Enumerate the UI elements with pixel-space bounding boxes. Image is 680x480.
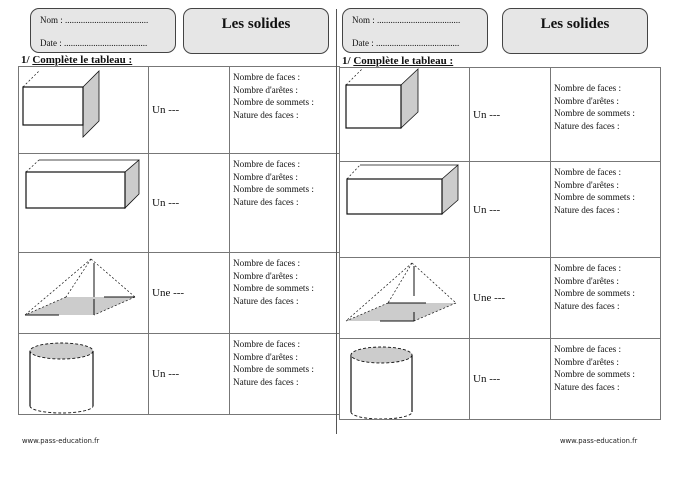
- faces-label: Nombre de faces :: [554, 83, 622, 93]
- faces-label: Nombre de faces :: [554, 167, 622, 177]
- solid-name: Une ---: [152, 287, 185, 299]
- figure-cell: [19, 253, 149, 334]
- name-field[interactable]: Nom : .....................................: [40, 15, 149, 25]
- solids-table: [18, 66, 340, 415]
- table-row: [340, 258, 661, 339]
- vertices-label: Nombre de sommets :: [233, 283, 314, 294]
- properties-cell[interactable]: [230, 67, 340, 154]
- figure-cell: [19, 334, 149, 415]
- pyramid-icon: [19, 253, 148, 333]
- footer-website[interactable]: www.pass-education.fr: [22, 437, 100, 445]
- figure-cell: [340, 68, 470, 162]
- edges-label: Nombre d'arêtes :: [554, 275, 619, 286]
- pyramid-icon: [340, 258, 469, 338]
- figure-cell: [19, 67, 149, 154]
- solid-name-cell[interactable]: [149, 253, 230, 334]
- solid-name: Un ---: [152, 104, 180, 116]
- face-nature-label: Nature des faces :: [233, 376, 299, 387]
- face-nature-label: Nature des faces :: [554, 120, 620, 131]
- vertices-label: Nombre de sommets :: [233, 364, 314, 375]
- properties-cell[interactable]: [230, 253, 340, 334]
- faces-label: Nombre de faces :: [233, 258, 301, 268]
- figure-cell: [340, 339, 470, 420]
- title-box: [502, 8, 648, 54]
- face-nature-label: Nature des faces :: [554, 300, 620, 311]
- date-field[interactable]: Date : .....................................: [352, 38, 460, 48]
- worksheet-right: [339, 0, 679, 445]
- edges-label: Nombre d'arêtes :: [233, 84, 298, 95]
- solid-name: Un ---: [152, 197, 180, 209]
- faces-label: Nombre de faces :: [554, 344, 622, 354]
- page-divider: [336, 9, 337, 434]
- face-nature-label: Nature des faces :: [554, 381, 620, 392]
- cuboid-icon: [340, 162, 469, 257]
- faces-label: Nombre de faces :: [233, 339, 301, 349]
- properties-cell[interactable]: [551, 258, 661, 339]
- faces-label: Nombre de faces :: [233, 159, 301, 169]
- footer-website[interactable]: www.pass-education.fr: [560, 437, 638, 445]
- date-field[interactable]: Date : .....................................: [40, 38, 148, 48]
- edges-label: Nombre d'arêtes :: [233, 171, 298, 182]
- edges-label: Nombre d'arêtes :: [554, 356, 619, 367]
- edges-label: Nombre d'arêtes :: [554, 95, 619, 106]
- table-row: [19, 154, 340, 253]
- properties-cell[interactable]: [551, 162, 661, 258]
- vertices-label: Nombre de sommets :: [233, 97, 314, 108]
- solid-name-cell[interactable]: [149, 154, 230, 253]
- title-box: [183, 8, 329, 54]
- table-row: [340, 339, 661, 420]
- edges-label: Nombre d'arêtes :: [233, 351, 298, 362]
- table-row: [19, 67, 340, 154]
- page-title: Les solides: [540, 16, 610, 32]
- solids-table: [339, 67, 661, 420]
- vertices-label: Nombre de sommets :: [233, 184, 314, 195]
- instruction-number: 1/: [21, 54, 33, 66]
- table-row: [19, 334, 340, 415]
- solid-name-cell[interactable]: [470, 258, 551, 339]
- instruction-text: Complète le tableau :: [32, 54, 133, 66]
- student-info-box: [342, 8, 488, 53]
- faces-label: Nombre de faces :: [233, 72, 301, 82]
- worksheet-left: [0, 0, 340, 445]
- table-row: [340, 162, 661, 258]
- face-nature-label: Nature des faces :: [233, 109, 299, 120]
- cube-icon: [19, 67, 148, 153]
- student-info-box: [30, 8, 176, 53]
- vertices-label: Nombre de sommets :: [554, 369, 635, 380]
- name-field[interactable]: Nom : .....................................: [352, 15, 461, 25]
- edges-label: Nombre d'arêtes :: [554, 179, 619, 190]
- properties-cell[interactable]: [551, 339, 661, 420]
- solid-name-cell[interactable]: [149, 67, 230, 154]
- solid-name-cell[interactable]: [470, 162, 551, 258]
- cylinder-icon: [19, 334, 148, 414]
- faces-label: Nombre de faces :: [554, 263, 622, 273]
- face-nature-label: Nature des faces :: [233, 295, 299, 306]
- solid-name-cell[interactable]: [149, 334, 230, 415]
- face-nature-label: Nature des faces :: [554, 204, 620, 215]
- solid-name: Un ---: [152, 368, 180, 380]
- properties-cell[interactable]: [551, 68, 661, 162]
- solid-name-cell[interactable]: [470, 339, 551, 420]
- solid-name-cell[interactable]: [470, 68, 551, 162]
- solid-name: Un ---: [473, 373, 501, 385]
- table-row: [340, 68, 661, 162]
- instruction: [342, 55, 453, 67]
- vertices-label: Nombre de sommets :: [554, 108, 635, 119]
- vertices-label: Nombre de sommets :: [554, 288, 635, 299]
- cylinder-icon: [340, 339, 469, 419]
- solid-name: Un ---: [473, 108, 501, 121]
- solid-name: Un ---: [473, 203, 501, 216]
- figure-cell: [340, 162, 470, 258]
- instruction: [21, 54, 132, 66]
- solid-name: Une ---: [473, 292, 506, 304]
- edges-label: Nombre d'arêtes :: [233, 270, 298, 281]
- table-row: [19, 253, 340, 334]
- vertices-label: Nombre de sommets :: [554, 192, 635, 203]
- properties-cell[interactable]: [230, 154, 340, 253]
- face-nature-label: Nature des faces :: [233, 196, 299, 207]
- figure-cell: [340, 258, 470, 339]
- instruction-number: 1/: [342, 55, 354, 67]
- page-title: Les solides: [221, 16, 291, 32]
- instruction-text: Complète le tableau :: [353, 55, 454, 67]
- cube-icon: [340, 68, 469, 161]
- figure-cell: [19, 154, 149, 253]
- cuboid-icon: [19, 154, 148, 252]
- properties-cell[interactable]: [230, 334, 340, 415]
